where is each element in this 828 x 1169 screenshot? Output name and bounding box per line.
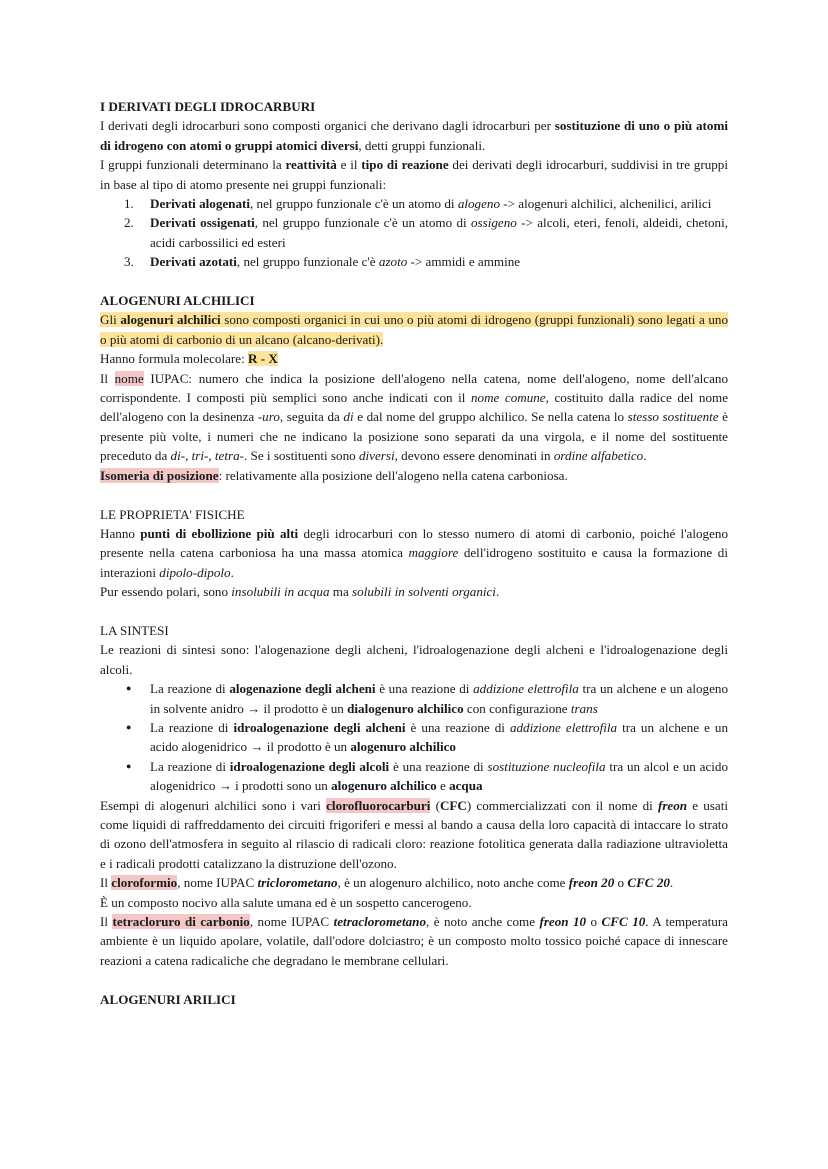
section-title-proprieta: LE PROPRIETA' FISICHE	[100, 506, 245, 522]
paragraph-definizione-highlight: Gli alogenuri alchilici sono composti organici in cui uno o più atomi di idrogeno (gruppi funzionali) sono legati a uno o più atomi di carbonio di un alcano (alcano-derivati).	[100, 312, 728, 347]
paragraph-isomeria: Isomeria di posizione: relativamente alla posizione dell'alogeno nella catena carboniosa.	[100, 467, 568, 483]
paragraph-cloroformio: Il cloroformio, nome IUPAC triclorometano, è un alogenuro alchilico, noto anche come freon 20 o CFC 20.	[100, 875, 674, 891]
paragraph-derivati-intro: I derivati degli idrocarburi sono composti organici che derivano dagli idrocarburi per sostituzione di uno o più atomi di idrogeno con atomi o gruppi atomici diversi, detti gruppi funzionali.	[100, 118, 728, 153]
paragraph-cfc: Esempi di alogenuri alchilici sono i vari clorofluorocarburi (CFC) commercializzati con il nome di freon e usati come liquidi di raffreddamento dei circuiti frigoriferi e messi al bando a causa della loro capacità di intaccare lo strato di ozono dell'atmosfera in seguito al rilascio di radicali cloro: reazione fotolitica generata dalla radiazione ultravioletta e i radicali prodotti catalizzano la distruzione dell'ozono.	[100, 797, 728, 871]
paragraph-nomenclatura: Il nome IUPAC: numero che indica la posizione dell'alogeno nella catena, nome dell'alogeno, nome dell'alcano corrispondente. I composti più semplici sono anche indicati con il nome comune, costituito dalla radice del nome dell'alogeno con la desinenza -uro, seguita da di e dal nome del gruppo alchilico. Se nella catena lo stesso sostituente è presente più volte, i numeri che ne indicano la posizione sono separati da una virgola, e il nome del sostituente preceduto da di-, tri-, tetra-. Se i sostituenti sono diversi, devono essere denominati in ordine alfabetico.	[100, 370, 728, 464]
paragraph-gruppi-funzionali: I gruppi funzionali determinano la reattività e il tipo di reazione dei derivati degli idrocarburi, suddivisi in tre gruppi in base al tipo di atomo presente nei gruppi funzionali:	[100, 157, 728, 192]
list-item: Derivati alogenati, nel gruppo funzionale c'è un atomo di alogeno -> alogenuri alchilici, alchenilici, arilici	[150, 196, 712, 212]
paragraph-ebollizione: Hanno punti di ebollizione più alti degli idrocarburi con lo stesso numero di atomi di carbonio, poiché l'alogeno presente nella catena carboniosa ha una massa atomica maggiore dell'idrogeno sostituito e causa la formazione di interazioni dipolo-dipolo.	[100, 525, 728, 580]
list-item: ● La reazione di alogenazione degli alcheni è una reazione di addizione elettrofila tra un alchene e un alogeno in solvente anidro → il prodotto è un dialogenuro alchilico con configurazione trans	[150, 679, 728, 718]
list-item: ● La reazione di idroalogenazione degli alcoli è una reazione di sostituzione nucleofila tra un alcol e un acido alogenidrico → i prodotti sono un alogenuro alchilico e acqua	[150, 757, 728, 796]
derivati-list	[100, 194, 728, 272]
document-page	[100, 97, 728, 1009]
paragraph-solubilita: Pur essendo polari, sono insolubili in acqua ma solubili in solventi organici.	[100, 584, 500, 600]
list-item: ● La reazione di idroalogenazione degli alcheni è una reazione di addizione elettrofila tra un alchene e un acido alogenidrico → il prodotto è un alogenuro alchilico	[150, 718, 728, 757]
paragraph-cancerogeno: È un composto nocivo alla salute umana ed è un sospetto cancerogeno.	[100, 894, 472, 910]
section-title-sintesi: LA SINTESI	[100, 622, 169, 638]
list-item: Derivati azotati, nel gruppo funzionale c'è azoto -> ammidi e ammine	[150, 254, 521, 270]
section-title-alogenuri-alchilici: ALOGENURI ALCHILICI	[100, 293, 255, 309]
section-title-alogenuri-arilici: ALOGENURI ARILICI	[100, 991, 236, 1007]
paragraph-formula: Hanno formula molecolare: R - X	[100, 351, 278, 367]
list-item: Derivati ossigenati, nel gruppo funzionale c'è un atomo di ossigeno -> alcoli, eteri, fenoli, aldeidi, chetoni, acidi carbossilici ed esteri	[150, 215, 728, 250]
sintesi-list	[100, 679, 728, 795]
section-title-derivati: I DERIVATI DEGLI IDROCARBURI	[100, 99, 316, 114]
paragraph-tetracloruro: Il tetracloruro di carbonio, nome IUPAC tetraclorometano, è noto anche come freon 10 o CFC 10. A temperatura ambiente è un liquido apolare, volatile, dall'odore dolciastro; è un composto molto tossico poiché capace di innescare reazioni a catena radicaliche che degradano le membrane cellulari.	[100, 914, 728, 968]
paragraph-sintesi-intro: Le reazioni di sintesi sono: l'alogenazione degli alcheni, l'idroalogenazione degli alcheni e l'idroalogenazione degli alcoli.	[100, 642, 728, 677]
formula-highlight: R - X	[247, 351, 278, 367]
